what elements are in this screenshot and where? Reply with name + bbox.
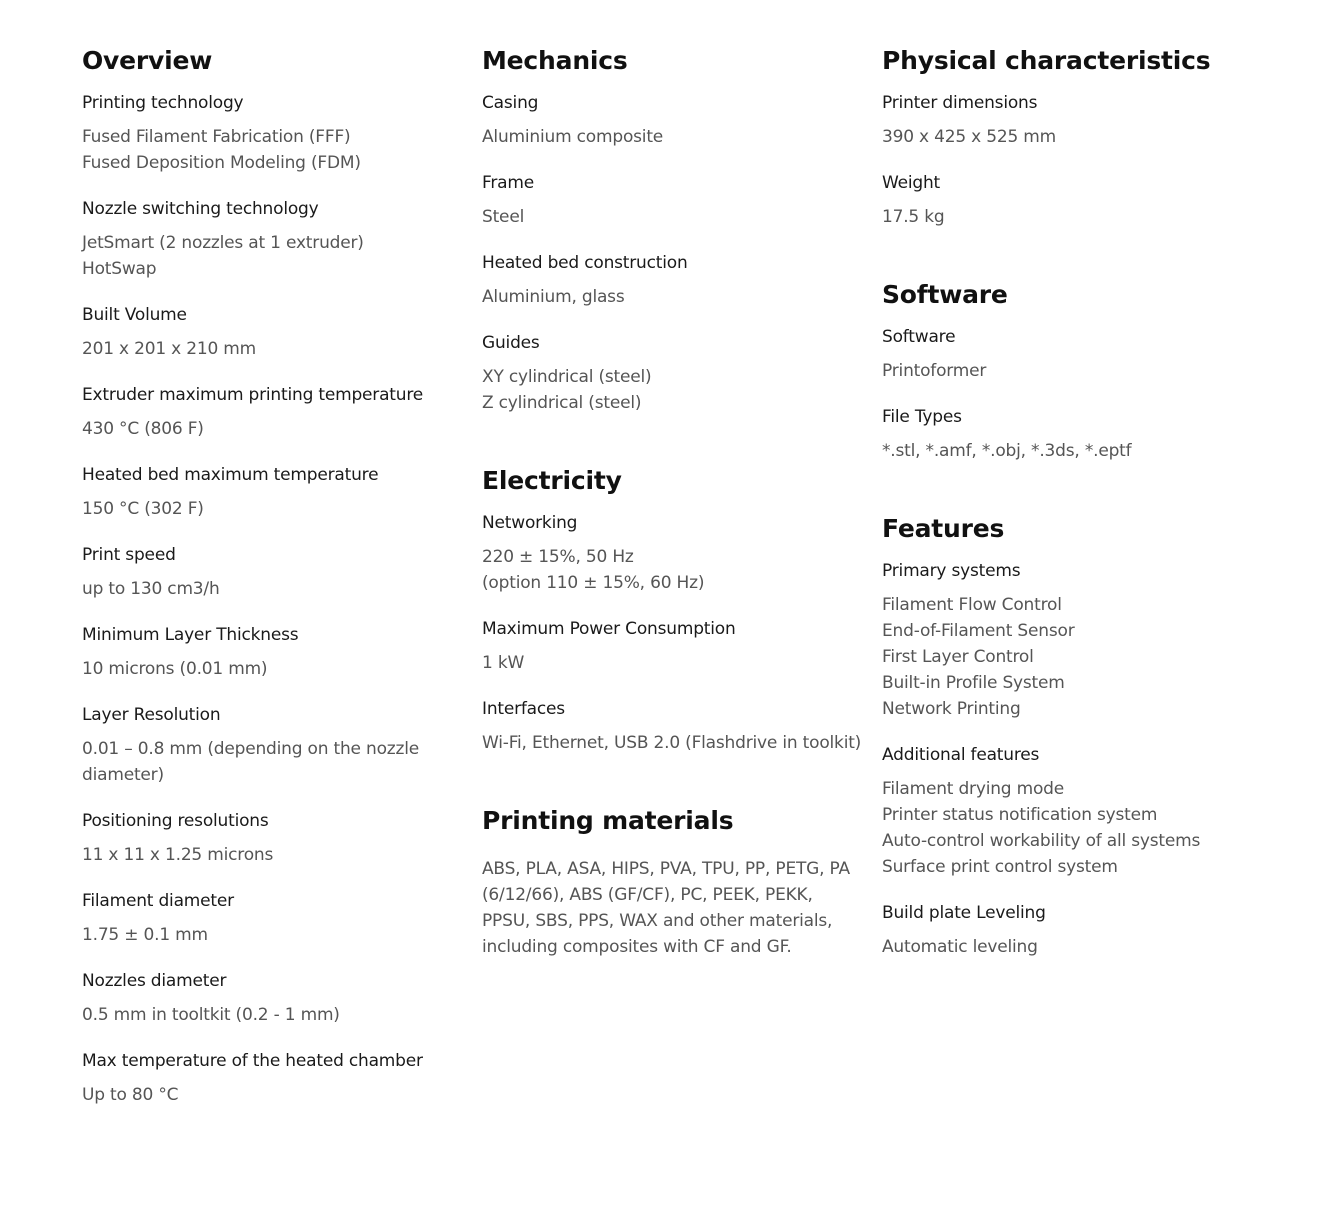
spec-value	[82, 576, 462, 602]
spec-label: Casing	[482, 93, 539, 113]
spec-value-line: Automatic leveling	[882, 937, 1038, 957]
spec-value	[882, 934, 1262, 960]
spec-label: Software	[882, 327, 956, 347]
spec-value-line: First Layer Control	[882, 647, 1034, 667]
spec-label: Interfaces	[482, 699, 565, 719]
spec-label: Minimum Layer Thickness	[82, 625, 299, 645]
spec-label: Frame	[482, 173, 534, 193]
spec-value-line: Aluminium, glass	[482, 287, 625, 307]
spec-item	[82, 196, 462, 282]
section-features	[882, 512, 1262, 960]
spec-value-line: Auto-control workability of all systems	[882, 831, 1201, 851]
spec-value-line: Printer status notification system	[882, 805, 1158, 825]
spec-value-line: 430 °C (806 F)	[82, 419, 204, 439]
spec-value-line: Fused Filament Fabrication (FFF)	[82, 127, 351, 147]
spec-label: Positioning resolutions	[82, 811, 269, 831]
spec-column-3	[882, 44, 1262, 980]
spec-value	[482, 650, 862, 676]
spec-item	[882, 324, 1262, 384]
spec-value	[82, 1002, 462, 1028]
spec-value-line: HotSwap	[82, 259, 157, 279]
spec-value	[82, 1082, 462, 1108]
spec-label: Layer Resolution	[82, 705, 221, 725]
spec-value	[82, 416, 462, 442]
section-title: Overview	[82, 46, 213, 75]
spec-value-line: Network Printing	[882, 699, 1021, 719]
spec-item	[482, 170, 862, 230]
spec-value-line: 0.5 mm in tooltkit (0.2 - 1 mm)	[82, 1005, 340, 1025]
spec-value	[82, 336, 462, 362]
spec-label: Max temperature of the heated chamber	[82, 1051, 423, 1071]
section-title: Mechanics	[482, 46, 628, 75]
spec-value	[882, 124, 1262, 150]
spec-item	[882, 558, 1262, 722]
section-title: Physical characteristics	[882, 46, 1211, 75]
spec-item	[82, 90, 462, 176]
spec-value-line: up to 130 cm3/h	[82, 579, 220, 599]
spec-value-line: (option 110 ± 15%, 60 Hz)	[482, 573, 705, 593]
spec-value	[882, 204, 1262, 230]
spec-value	[882, 358, 1262, 384]
spec-value	[482, 124, 862, 150]
spec-label: Printing technology	[82, 93, 244, 113]
spec-value-line: 0.01 – 0.8 mm (depending on the nozzle diameter)	[82, 739, 419, 785]
spec-value-line: End-of-Filament Sensor	[882, 621, 1075, 641]
spec-label: Heated bed construction	[482, 253, 688, 273]
spec-value-line: Up to 80 °C	[82, 1085, 179, 1105]
spec-value	[882, 438, 1262, 464]
spec-value	[82, 842, 462, 868]
spec-item	[82, 542, 462, 602]
spec-label: Printer dimensions	[882, 93, 1038, 113]
section-title: Features	[882, 514, 1005, 543]
spec-item	[82, 808, 462, 868]
spec-value-line: 1.75 ± 0.1 mm	[82, 925, 208, 945]
spec-value-line: JetSmart (2 nozzles at 1 extruder)	[82, 233, 364, 253]
spec-label: Heated bed maximum temperature	[82, 465, 379, 485]
spec-value	[482, 204, 862, 230]
section-physical-characteristics	[882, 44, 1262, 230]
spec-item	[882, 742, 1262, 880]
spec-value	[82, 496, 462, 522]
spec-label: Filament diameter	[82, 891, 234, 911]
spec-value	[482, 730, 862, 756]
spec-item	[482, 250, 862, 310]
spec-value-line: 1 kW	[482, 653, 525, 673]
spec-value-line: 10 microns (0.01 mm)	[82, 659, 268, 679]
section-title: Printing materials	[482, 806, 734, 835]
spec-item	[82, 382, 462, 442]
spec-value	[482, 544, 862, 596]
spec-value	[882, 592, 1262, 722]
spec-value-line: 201 x 201 x 210 mm	[82, 339, 257, 359]
spec-item	[82, 462, 462, 522]
spec-item	[882, 90, 1262, 150]
spec-item	[482, 510, 862, 596]
spec-value-line: XY cylindrical (steel)	[482, 367, 652, 387]
section-mechanics	[482, 44, 862, 416]
section-title: Electricity	[482, 466, 622, 495]
spec-label: Nozzles diameter	[82, 971, 227, 991]
spec-label: File Types	[882, 407, 962, 427]
spec-label: Maximum Power Consumption	[482, 619, 736, 639]
spec-label: Built Volume	[82, 305, 187, 325]
section-software	[882, 278, 1262, 464]
spec-item	[82, 1048, 462, 1108]
spec-value-line: 390 x 425 x 525 mm	[882, 127, 1057, 147]
spec-value-line: Steel	[482, 207, 525, 227]
spec-column-1	[82, 44, 462, 1128]
materials-list: ABS, PLA, ASA, HIPS, PVA, TPU, PP, PETG, PA (6/12/66), ABS (GF/CF), PC, PEEK, PEKK, PPSU, SBS, PPS, WAX and other materials, including composites with CF and GF.	[482, 859, 850, 957]
spec-value-line: 17.5 kg	[882, 207, 945, 227]
spec-value	[482, 364, 862, 416]
spec-item	[82, 302, 462, 362]
spec-value	[82, 230, 462, 282]
spec-value-line: Filament drying mode	[882, 779, 1065, 799]
spec-value-line: 150 °C (302 F)	[82, 499, 204, 519]
spec-column-2	[482, 44, 862, 977]
spec-value-line: *.stl, *.amf, *.obj, *.3ds, *.eptf	[882, 441, 1132, 461]
spec-label: Nozzle switching technology	[82, 199, 319, 219]
spec-value-line: Built-in Profile System	[882, 673, 1065, 693]
section-electricity	[482, 464, 862, 756]
spec-value-line: Printoformer	[882, 361, 987, 381]
spec-label: Networking	[482, 513, 578, 533]
spec-label: Print speed	[82, 545, 176, 565]
spec-label: Extruder maximum printing temperature	[82, 385, 424, 405]
spec-item	[82, 702, 462, 788]
spec-label: Additional features	[882, 745, 1040, 765]
spec-item	[482, 696, 862, 756]
spec-value-line: Aluminium composite	[482, 127, 664, 147]
spec-item	[482, 616, 862, 676]
spec-item	[482, 90, 862, 150]
spec-value	[82, 736, 462, 788]
spec-item	[82, 888, 462, 948]
spec-item	[482, 330, 862, 416]
spec-label: Weight	[882, 173, 941, 193]
spec-item	[882, 900, 1262, 960]
section-title: Software	[882, 280, 1008, 309]
spec-value	[82, 656, 462, 682]
spec-item	[882, 170, 1262, 230]
section-printing-materials	[482, 804, 862, 960]
spec-value-line: Filament Flow Control	[882, 595, 1062, 615]
spec-value-line: Fused Deposition Modeling (FDM)	[82, 153, 361, 173]
spec-value-line: 11 x 11 x 1.25 microns	[82, 845, 274, 865]
spec-label: Guides	[482, 333, 540, 353]
spec-value	[882, 776, 1262, 880]
spec-item	[82, 968, 462, 1028]
spec-value-line: Z cylindrical (steel)	[482, 393, 642, 413]
spec-item	[882, 404, 1262, 464]
section-overview	[82, 44, 462, 1108]
spec-value	[482, 284, 862, 310]
spec-item	[82, 622, 462, 682]
spec-value-line: Surface print control system	[882, 857, 1118, 877]
spec-value	[82, 124, 462, 176]
spec-value-line: Wi-Fi, Ethernet, USB 2.0 (Flashdrive in toolkit)	[482, 733, 862, 753]
spec-value-line: 220 ± 15%, 50 Hz	[482, 547, 634, 567]
spec-label: Build plate Leveling	[882, 903, 1046, 923]
spec-value	[82, 922, 462, 948]
spec-label: Primary systems	[882, 561, 1021, 581]
